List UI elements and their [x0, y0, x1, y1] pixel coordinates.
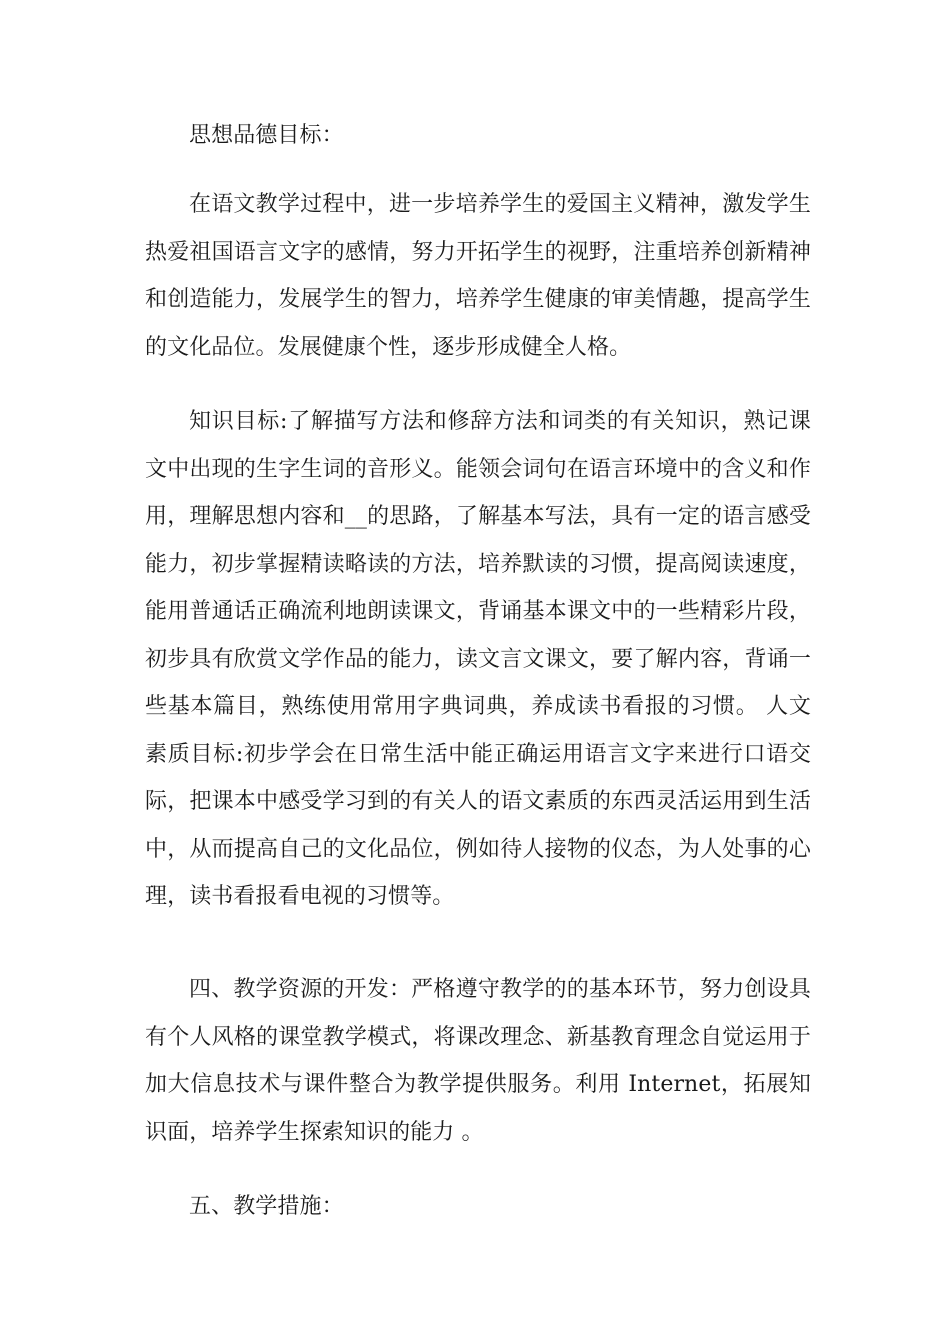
heading-moral-goals: 思想品德目标： [189, 123, 344, 148]
paragraph-knowledge-goals: 知识目标:了解描写方法和修辞方法和词类的有关知识，熟记课文中出现的生字生词的音形义。能领会词句在语言环境中的含义和作用，理解思想内容和__的思路，了解基本写法，具有一定的语言感受能力，初步掌握精读略读的方法，培养默读的习惯，提高阅读速度，能用普通话正确流利地朗读课文，背诵基本课文中的一些精彩片段，初步具有欣赏文学作品的能力，读文言文课文，要了解内容，背诵一些基本篇目，熟练使用常用字典词典，养成读书看报的习惯。 人文素质目标:初步学会在日常生活中能正确运用语言文字来进行口语交际，把课本中感受学习到的有关人的语文素质的东西灵活运用到生活中，从而提高自己的文化品位，例如待人接物的仪态，为人处事的心理，读书看报看电视的习惯等。 [145, 409, 811, 909]
heading-teaching-measures: 五、教学措施： [189, 1194, 344, 1219]
paragraph-teaching-resources: 四、教学资源的开发：严格遵守教学的的基本环节，努力创设具有个人风格的课堂教学模式，将课改理念、新基教育理念自觉运用于加大信息技术与课件整合为教学提供服务。利用 Internet，拓展知识面，培养学生探索知识的能力 。 [145, 977, 811, 1145]
paragraph-moral-goals: 在语文教学过程中，进一步培养学生的爱国主义精神，激发学生热爱祖国语言文字的感情，努力开拓学生的视野，注重培养创新精神和创造能力，发展学生的智力，培养学生健康的审美情趣，提高学生的文化品位。发展健康个性，逐步形成健全人格。 [145, 192, 811, 360]
